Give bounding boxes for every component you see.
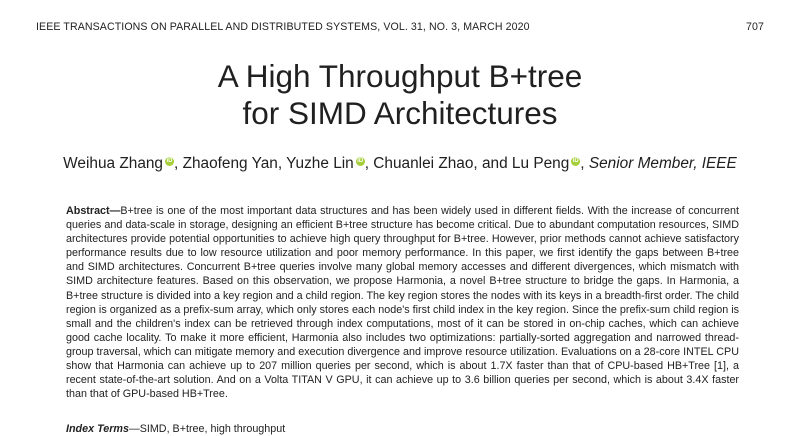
abstract-label: Abstract: [66, 205, 110, 217]
author-separator: ,: [364, 155, 374, 172]
index-terms: [66, 422, 739, 436]
orcid-icon[interactable]: iD: [166, 158, 173, 164]
author-role: Senior Member, IEEE: [588, 155, 737, 172]
journal-name: IEEE TRANSACTIONS ON PARALLEL AND DISTRIBUTED SYSTEMS, VOL. 31, NO. 3, MARCH 2020: [36, 21, 530, 33]
author-list: [0, 155, 800, 173]
author-name: Yuzhe Lin: [286, 155, 354, 172]
author-name: Zhaofeng Yan: [182, 155, 278, 172]
title-line-2: for SIMD Architectures: [242, 95, 558, 131]
abstract-text: B+tree is one of the most important data structures and has been widely used in different fields. With the increase of concurrent queries and data-scale in storage, designing an efficient B+tree structure has become critical. Due to abundant computation resources, SIMD architectures provide potential opportunities to achieve high query throughput for B+tree. However, prior methods cannot achieve satisfactory performance results due to low resource utilization and poor memory performance. In this paper, we first identify the gaps between B+tree and SIMD architectures. Concurrent B+tree queries involve many global memory accesses and different divergences, which mismatch with SIMD architecture features. Based on this observation, we propose Harmonia, a novel B+tree structure to bridge the gaps. In Harmonia, a B+tree structure is divided into a key region and a child region. The key region stores the nodes with its keys in a breadth-first order. The child region is organized as a prefix-sum array, which only stores each node's first child index in the key region. Since the prefix-sum child region is small and the children's index can be retrieved through index computations, most of it can be stored in on-chip caches, which can achieve good cache locality. To make it more efficient, Harmonia also includes two optimizations: partially-sorted aggregation and narrowed thread-group traversal, which can mitigate memory and execution divergence and improve resource utilization. Evaluations on a 28-core INTEL CPU show that Harmonia can achieve up to 207 million queries per second, which is about 1.7X faster than that of CPU-based HB+Tree [1], a recent state-of-the-art solution. And on a Volta TITAN V GPU, it can achieve up to 3.6 billion queries per second, which is about 3.4X faster than that of GPU-based HB+Tree.: [66, 205, 739, 401]
orcid-icon[interactable]: iD: [357, 158, 364, 164]
page-number: 707: [746, 21, 764, 33]
author-separator: ,: [174, 155, 183, 172]
orcid-icon[interactable]: iD: [572, 158, 579, 164]
author-name: Lu Peng: [511, 155, 570, 172]
running-head: [36, 21, 764, 33]
index-terms-label: Index Terms: [66, 423, 129, 435]
author-separator: ,: [277, 155, 287, 172]
abstract: [66, 204, 739, 401]
index-terms-text: —SIMD, B+tree, high throughput: [128, 423, 286, 435]
abstract-dash: —: [109, 205, 121, 217]
author-separator: , and: [473, 155, 512, 172]
author-name: Weihua Zhang: [63, 155, 163, 172]
paper-title: [0, 58, 800, 132]
author-separator: ,: [580, 155, 589, 172]
author-name: Chuanlei Zhao: [373, 155, 474, 172]
title-line-1: A High Throughput B+tree: [217, 58, 583, 94]
